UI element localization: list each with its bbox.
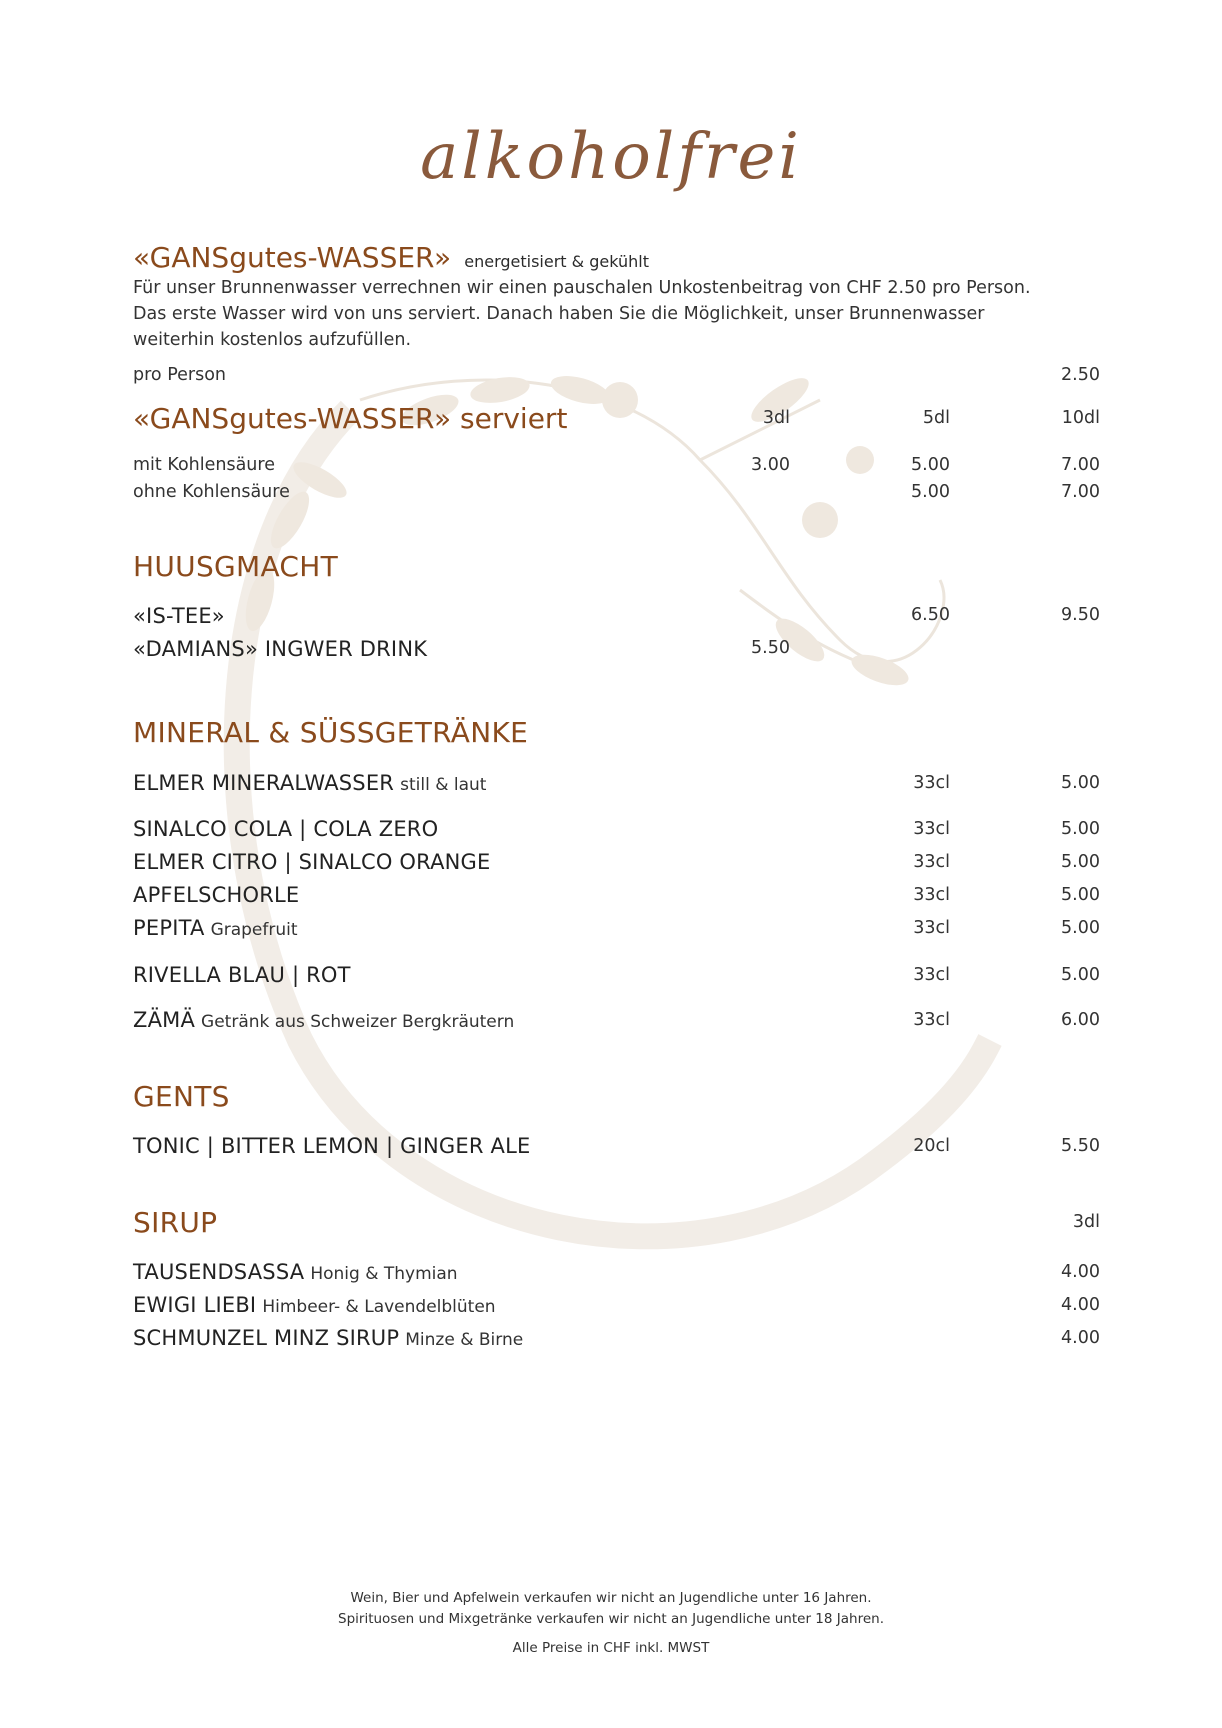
item-price: 5.00 (1061, 965, 1100, 985)
size-10dl: 10dl (1061, 408, 1100, 428)
item-price: 5.00 (1061, 852, 1100, 872)
footer-age-notice-18: Spirituosen und Mixgetränke verkaufen wir nicht an Jugendliche unter 18 Jahren. (338, 1611, 884, 1627)
item-price-3dl: 3.00 (751, 455, 790, 475)
item-description: Minze & Birne (405, 1330, 524, 1350)
item-name: SCHMUNZEL MINZ SIRUP (133, 1326, 400, 1350)
item-price-10dl: 9.50 (1061, 605, 1100, 625)
item-price: 5.00 (1061, 819, 1100, 839)
item-description: Getränk aus Schweizer Bergkräutern (201, 1012, 515, 1032)
wasser-intro (133, 275, 1073, 353)
item-name: APFELSCHORLE (133, 883, 300, 907)
item-price-5dl: 6.50 (911, 605, 950, 625)
item-size: 33cl (913, 852, 950, 872)
intro-line: Das erste Wasser wird von uns serviert. Danach haben Sie die Möglichkeit, unser Brunnenwasser (133, 304, 985, 324)
size-3dl: 3dl (762, 408, 790, 428)
item-size: 33cl (913, 918, 950, 938)
wasser-heading-row (133, 241, 649, 274)
item-price: 5.00 (1061, 918, 1100, 938)
item-name: EWIGI LIEBI (133, 1293, 257, 1317)
menu-title: alkoholfrei (420, 120, 802, 194)
intro-line: weiterhin kostenlos aufzufüllen. (133, 330, 412, 350)
item-price: 5.00 (1061, 773, 1100, 793)
menu-item-row (133, 1293, 496, 1317)
size-5dl: 5dl (922, 408, 950, 428)
item-price-10dl: 7.00 (1061, 482, 1100, 502)
item-size: 33cl (913, 1010, 950, 1030)
item-name: ZÄMÄ (133, 1008, 196, 1032)
item-price: 5.00 (1061, 885, 1100, 905)
item-name: «IS-TEE» (133, 604, 225, 628)
section-heading-sirup: SIRUP (133, 1206, 218, 1239)
item-description: Grapefruit (210, 920, 298, 940)
item-price-10dl: 7.00 (1061, 455, 1100, 475)
section-heading-huusgmacht: HUUSGMACHT (133, 550, 339, 583)
menu-item-row (133, 916, 298, 940)
item-price: 5.50 (1061, 1136, 1100, 1156)
item-price: 4.00 (1061, 1328, 1100, 1348)
menu-item-row (133, 1008, 514, 1032)
item-name: ohne Kohlensäure (133, 482, 290, 502)
item-size: 33cl (913, 885, 950, 905)
sirup-size: 3dl (1072, 1212, 1100, 1232)
item-price: 6.00 (1061, 1010, 1100, 1030)
item-price-5dl: 5.00 (911, 455, 950, 475)
per-person-label: pro Person (133, 365, 226, 385)
item-name: SINALCO COLA | COLA ZERO (133, 817, 439, 841)
item-size: 33cl (913, 965, 950, 985)
item-name: RIVELLA BLAU | ROT (133, 963, 351, 987)
section-heading-gents: GENTS (133, 1080, 230, 1113)
menu-item-row (133, 1260, 458, 1284)
item-size: 20cl (913, 1136, 950, 1156)
intro-line: Für unser Brunnenwasser verrechnen wir einen pauschalen Unkostenbeitrag von CHF 2.50 pro Person. (133, 278, 1031, 298)
item-name: mit Kohlensäure (133, 455, 275, 475)
per-person-price: 2.50 (1061, 365, 1100, 385)
footer-price-notice: Alle Preise in CHF inkl. MWST (512, 1640, 710, 1656)
menu-item-row (133, 1326, 523, 1350)
serviert-heading: «GANSgutes-WASSER» serviert (133, 402, 568, 435)
menu-item-row (133, 771, 486, 795)
item-price-5dl: 5.00 (911, 482, 950, 502)
item-name: TONIC | BITTER LEMON | GINGER ALE (133, 1134, 531, 1158)
item-price-3dl: 5.50 (751, 638, 790, 658)
wasser-heading-note: energetisiert & gekühlt (464, 252, 649, 271)
item-description: Honig & Thymian (310, 1264, 458, 1284)
item-name: ELMER CITRO | SINALCO ORANGE (133, 850, 491, 874)
footer-age-notice-16: Wein, Bier und Apfelwein verkaufen wir nicht an Jugendliche unter 16 Jahren. (350, 1590, 872, 1606)
item-name: PEPITA (133, 916, 205, 940)
item-description: still & laut (400, 775, 487, 795)
item-size: 33cl (913, 773, 950, 793)
item-size: 33cl (913, 819, 950, 839)
item-price: 4.00 (1061, 1262, 1100, 1282)
item-name: ELMER MINERALWASSER (133, 771, 395, 795)
item-name: «DAMIANS» INGWER DRINK (133, 637, 428, 661)
item-price: 4.00 (1061, 1295, 1100, 1315)
wasser-heading: «GANSgutes-WASSER» (133, 241, 452, 274)
section-heading-mineral: MINERAL & SÜSSGETRÄNKE (133, 716, 529, 749)
item-description: Himbeer- & Lavendelblüten (262, 1297, 496, 1317)
item-name: TAUSENDSASSA (133, 1260, 305, 1284)
